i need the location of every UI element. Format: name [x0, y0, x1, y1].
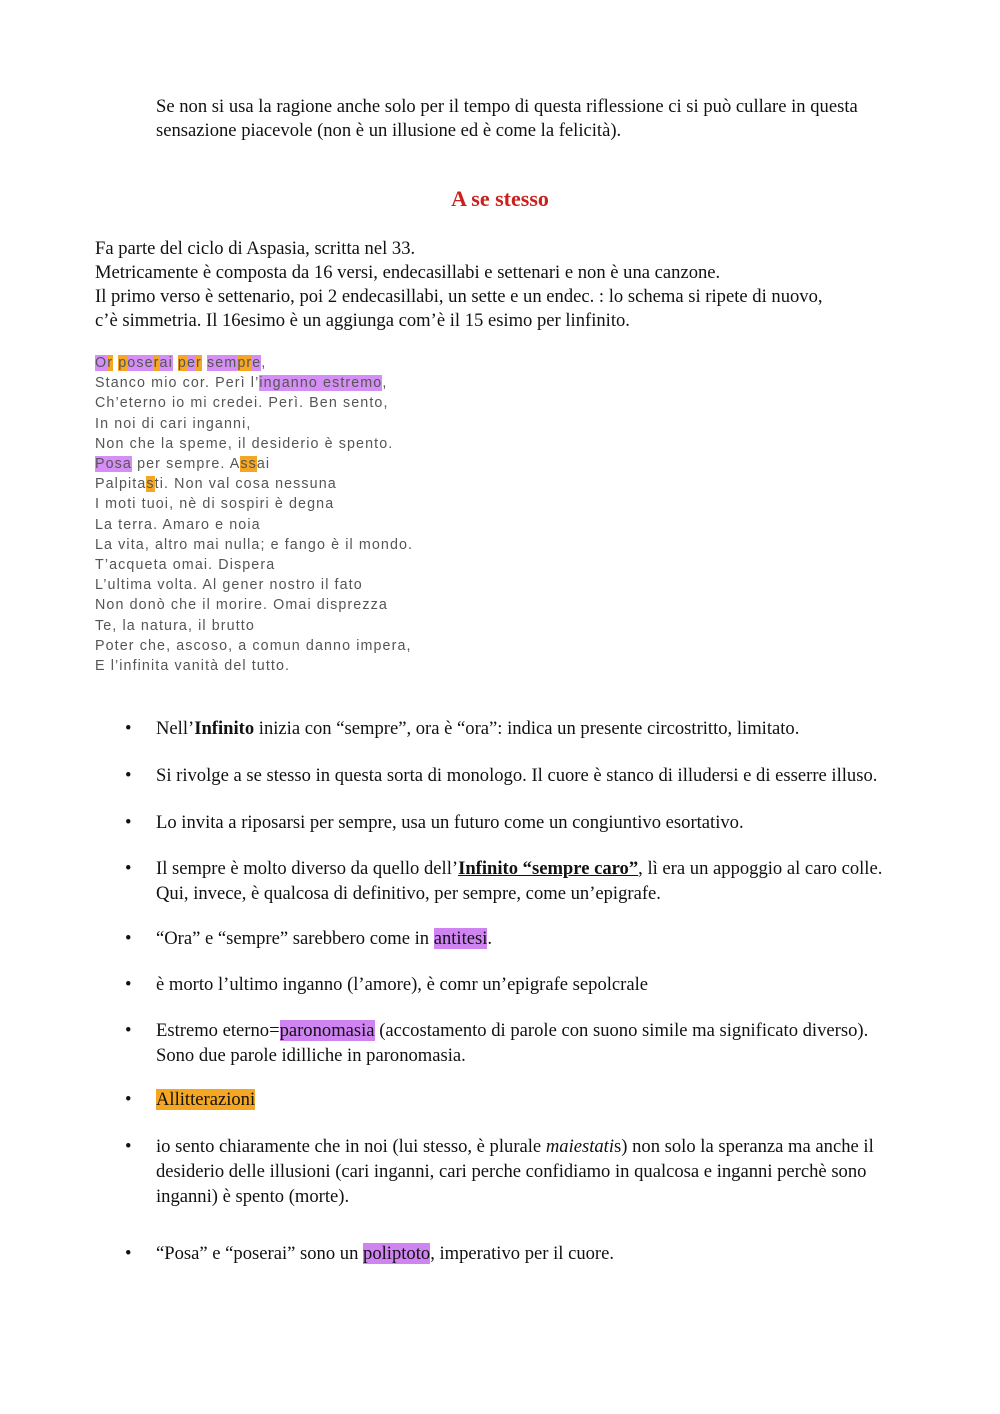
poem-line: Ch’eterno io mi credei. Perì. Ben sento, [95, 395, 389, 412]
section-title: A se stesso [451, 186, 549, 211]
poem-highlight: o [127, 355, 137, 371]
poem-text: ti. Non val cosa nessuna [154, 476, 337, 493]
poem [95, 353, 413, 676]
text-run: inizia con “sempre”, ora è “ora”: indica un presente circostritto, limitato. [254, 718, 800, 739]
intro-paragraph [95, 237, 895, 333]
text-run: Estremo eterno= [156, 1020, 280, 1041]
bullet-icon: • [125, 974, 132, 995]
text-run: Nell’ [156, 718, 195, 739]
text-run: . [487, 928, 493, 949]
bullet-text [156, 716, 896, 741]
bullet-text [156, 1241, 896, 1266]
bullet-text [156, 1018, 896, 1068]
poem-line: In noi di cari inganni, [95, 415, 252, 432]
poem-highlight: s [136, 355, 145, 371]
poem-line: Non che la speme, il desiderio è spento. [95, 435, 394, 452]
poem-line [95, 454, 413, 474]
poem-line: La terra. Amaro e noia [95, 516, 261, 533]
poem-line: Poter che, ascoso, a comun danno impera, [95, 637, 412, 654]
poem-highlight: p [118, 355, 128, 371]
intro-line: Fa parte del ciclo di Aspasia, scritta nel 33. [95, 238, 416, 259]
highlighted-term: paronomasia [279, 1020, 375, 1041]
poem-line: La vita, altro mai nulla; e fango è il mondo. [95, 536, 414, 553]
poem-highlight: e [144, 355, 154, 371]
highlighted-term: poliptoto [363, 1243, 431, 1264]
text-run: , lì era un appoggio al caro colle. Qui, invece, è qualcosa di definitivo, per sempre, come un’epigrafe. [156, 858, 883, 904]
bullet-icon: • [125, 1020, 132, 1041]
bullet-text: Si rivolge a se stesso in questa sorta di monologo. Il cuore è stanco di illudersi e di esserre illuso. [156, 765, 878, 786]
italic-text: maiestati [545, 1136, 615, 1157]
poem-line: I moti tuoi, nè di sospiri è degna [95, 496, 335, 513]
poem-line: T’acqueta omai. Dispera [95, 557, 276, 574]
bullet-icon: • [125, 765, 132, 786]
bullet-text [156, 856, 896, 906]
highlighted-term: antitesi [433, 928, 488, 949]
bullet-icon: • [125, 718, 132, 739]
bullet-icon: • [125, 1136, 132, 1157]
bullet-text: Lo invita a riposarsi per sempre, usa un futuro come un congiuntivo esortativo. [156, 812, 744, 833]
poem-line [95, 353, 413, 373]
poem-text: Stanco mio cor. Perì l’ [95, 375, 260, 392]
intro-line: c’è simmetria. Il 16esimo è un aggiunga com’è il 15 esimo per linfinito. [95, 310, 630, 331]
poem-text: , [261, 355, 267, 371]
poem-highlight: r [107, 355, 114, 371]
bullet-icon: • [125, 1089, 132, 1110]
poem-highlight: O [95, 355, 108, 371]
top-paragraph: Se non si usa la ragione anche solo per il tempo di questa riflessione ci si può cullare in questa sensazione piacevole (non è un illusione ed è come la felicità). [156, 96, 858, 141]
bullet-icon: • [125, 812, 132, 833]
text-run: (accostamento di parole con suono simile ma significato diverso). Sono due parole idilliche in paronomasia. [156, 1020, 869, 1066]
text-run: , imperativo per il cuore. [430, 1243, 615, 1264]
bold-text: Infinito [194, 718, 255, 739]
text-run: “Posa” e “poserai” sono un [156, 1243, 364, 1264]
poem-text: ai [256, 456, 271, 473]
poem-text: Palpita [95, 476, 147, 493]
bullet-text [156, 1087, 896, 1112]
intro-line: Il primo verso è settenario, poi 2 endecasillabi, un sette e un endec. : lo schema si ripete di nuovo, [95, 286, 823, 307]
highlighted-term: Allitterazioni [156, 1089, 256, 1110]
poem-highlight: pr [237, 355, 253, 371]
poem-highlight: e [252, 355, 262, 371]
poem-line: L’ultima volta. Al gener nostro il fato [95, 577, 363, 594]
poem-highlight: Posa [95, 456, 132, 473]
poem-highlight: i [168, 355, 173, 371]
bullet-text [156, 1134, 896, 1209]
poem-highlight: sem [207, 355, 238, 371]
poem-line: Te, la natura, il brutto [95, 617, 255, 634]
bullet-icon: • [125, 928, 132, 949]
poem-text: per sempre. A [132, 456, 241, 473]
poem-line: E l’infinita vanità del tutto. [95, 658, 291, 675]
intro-line: Metricamente è composta da 16 versi, endecasillabi e settenari e non è una canzone. [95, 262, 721, 283]
bullet-text [156, 926, 896, 951]
poem-highlight: p [177, 355, 187, 371]
poem-line [95, 373, 413, 393]
poem-highlight: r [196, 355, 202, 371]
poem-highlight: e [186, 355, 197, 371]
poem-highlight: a [159, 355, 169, 371]
poem-highlight: s [146, 476, 155, 493]
text-run: “Ora” e “sempre” sarebbero come in [156, 928, 434, 949]
bullet-text: è morto l’ultimo inganno (l’amore), è comr un’epigrafe sepolcrale [156, 974, 649, 995]
underlined-bold-text: Infinito “sempre caro” [458, 858, 639, 879]
poem-highlight: ss [240, 456, 257, 473]
bullet-icon: • [125, 1243, 132, 1264]
poem-line: Non donò che il morire. Omai disprezza [95, 597, 388, 614]
bullet-icon: • [125, 858, 132, 879]
poem-text: , [382, 375, 388, 392]
poem-highlight: inganno estremo [259, 375, 383, 392]
poem-highlight: r [153, 355, 160, 371]
poem-line [95, 474, 413, 494]
text-run: io sento chiaramente che in noi (lui stesso, è plurale [156, 1136, 546, 1157]
text-run: Il sempre è molto diverso da quello dell’ [156, 858, 459, 879]
text-run: s) non solo la speranza ma anche il desiderio delle illusioni (cari inganni, cari perche confidiamo in qualcosa e inganni perchè sono inganni) è spento (morte). [156, 1136, 874, 1207]
